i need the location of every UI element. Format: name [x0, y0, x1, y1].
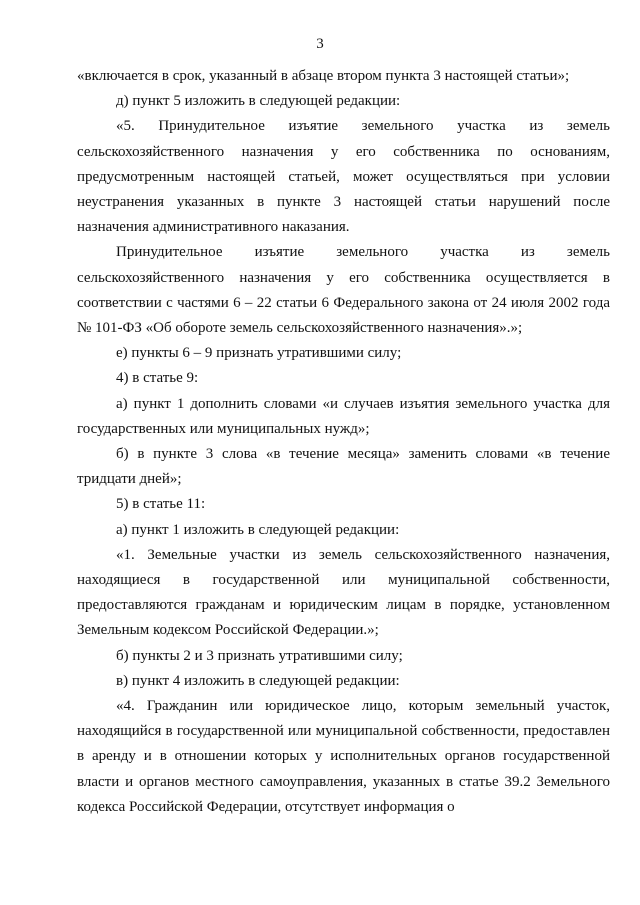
paragraph: «1. Земельные участки из земель сельскохозяйственного назначения, находящиеся в государственной или муниципальной собственности, предоставляются гражданам и юридическим лицам в порядке, установленном Земельным кодексом Российской Федерации.»;: [77, 546, 610, 639]
paragraph: в) пункт 4 изложить в следующей редакции:: [116, 672, 400, 689]
document-body: [77, 64, 610, 820]
paragraph: б) пункты 2 и 3 признать утратившими силу;: [116, 647, 403, 664]
paragraph: а) пункт 1 дополнить словами «и случаев изъятия земельного участка для государственных или муниципальных нужд»;: [77, 395, 610, 437]
paragraph: 5) в статье 11:: [116, 496, 206, 513]
paragraph: 4) в статье 9:: [116, 370, 199, 387]
paragraph: д) пункт 5 изложить в следующей редакции:: [116, 93, 401, 110]
paragraph: е) пункты 6 – 9 признать утратившими силу;: [116, 345, 402, 362]
paragraph: «включается в срок, указанный в абзаце втором пункта 3 настоящей статьи»;: [77, 68, 570, 84]
paragraph: «4. Гражданин или юридическое лицо, которым земельный участок, находящийся в государственной или муниципальной собственности, предоставлен в аренду и в отношении которых у исполнительных органов государственной власти и органов местного самоуправления, указанных в статье 39.2 Земельного кодекса Российской Федерации, отсутствует информация о: [77, 698, 610, 815]
page-number: 3: [316, 36, 324, 52]
paragraph: а) пункт 1 изложить в следующей редакции:: [116, 521, 400, 538]
paragraph: Принудительное изъятие земельного участка из земель сельскохозяйственного назначения у его собственника осуществляется в соответствии с частями 6 – 22 статьи 6 Федерального закона от 24 июля 2002 года № 101-ФЗ «Об обороте земель сельскохозяйственного назначения».»;: [77, 244, 610, 337]
paragraph: «5. Принудительное изъятие земельного участка из земель сельскохозяйственного назначения у его собственника по основаниям, предусмотренным настоящей статьей, может осуществляться при условии неустранения указанных в пункте 3 настоящей статьи нарушений после назначения административного наказания.: [77, 118, 610, 236]
paragraph: б) в пункте 3 слова «в течение месяца» заменить словами «в течение тридцати дней»;: [77, 446, 610, 488]
